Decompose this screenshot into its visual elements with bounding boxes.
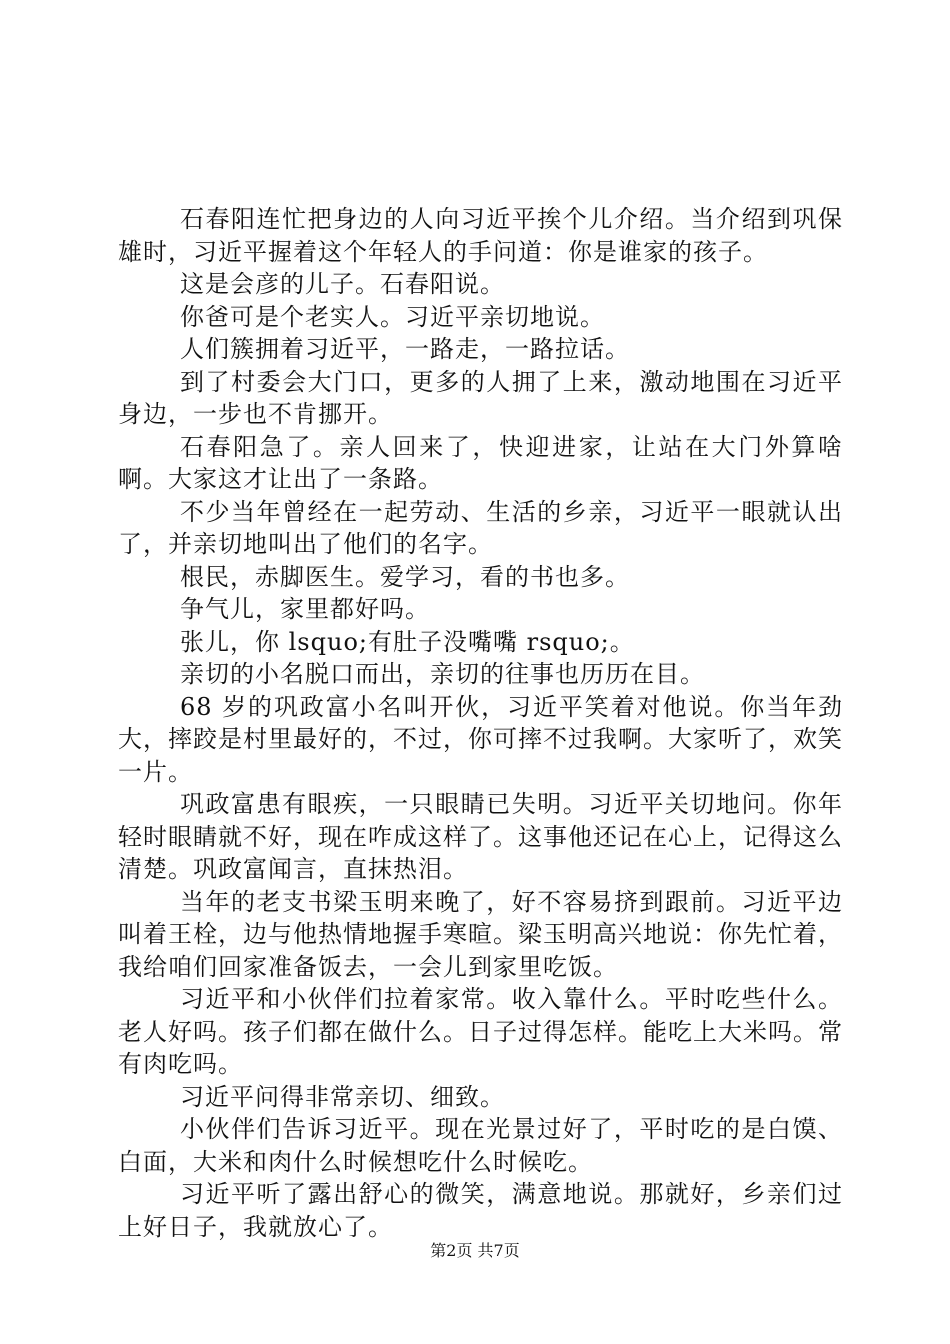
paragraph: 亲切的小名脱口而出，亲切的往事也历历在目。 <box>180 660 705 688</box>
paragraph: 张儿，你 lsquo;有肚子没嘴嘴 rsquo;。 <box>180 627 635 656</box>
page-number-footer: 第2页 共7页 <box>430 1241 520 1260</box>
paragraph: 习近平和小伙伴们拉着家常。收入靠什么。平时吃些什么。老人好吗。孩子们都在做什么。日子过得怎样。能吃上大米吗。常有肉吃吗。 <box>118 985 843 1078</box>
paragraph: 习近平听了露出舒心的微笑，满意地说。那就好，乡亲们过上好日子，我就放心了。 <box>118 1180 843 1241</box>
paragraph: 巩政富患有眼疾，一只眼睛已失明。习近平关切地问。你年轻时眼睛就不好，现在咋成这样了。这事他还记在心上，记得这么清楚。巩政富闻言，直抹热泪。 <box>118 790 843 883</box>
paragraph: 人们簇拥着习近平，一路走，一路拉话。 <box>180 335 630 363</box>
paragraph: 这是会彦的儿子。石春阳说。 <box>180 270 505 298</box>
paragraph: 争气儿，家里都好吗。 <box>180 595 430 623</box>
paragraph: 石春阳连忙把身边的人向习近平挨个儿介绍。当介绍到巩保雄时，习近平握着这个年轻人的手问道：你是谁家的孩子。 <box>118 205 843 266</box>
article-body <box>118 203 843 1243</box>
paragraph: 68 岁的巩政富小名叫开伙，习近平笑着对他说。你当年劲大，摔跤是村里最好的，不过，你可摔不过我啊。大家听了，欢笑一片。 <box>118 692 843 786</box>
paragraph: 不少当年曾经在一起劳动、生活的乡亲，习近平一眼就认出了，并亲切地叫出了他们的名字。 <box>118 497 843 558</box>
paragraph: 小伙伴们告诉习近平。现在光景过好了，平时吃的是白馍、白面，大米和肉什么时候想吃什么时候吃。 <box>118 1115 843 1176</box>
paragraph: 石春阳急了。亲人回来了，快迎进家，让站在大门外算啥啊。大家这才让出了一条路。 <box>118 432 843 493</box>
paragraph: 习近平问得非常亲切、细致。 <box>180 1082 505 1111</box>
paragraph: 当年的老支书梁玉明来晚了，好不容易挤到跟前。习近平边叫着王栓，边与他热情地握手寒暄。梁玉明高兴地说：你先忙着，我给咱们回家准备饭去，一会儿到家里吃饭。 <box>118 887 843 981</box>
paragraph: 到了村委会大门口，更多的人拥了上来，激动地围在习近平身边，一步也不肯挪开。 <box>118 367 843 428</box>
paragraph: 根民，赤脚医生。爱学习，看的书也多。 <box>180 562 630 591</box>
paragraph: 你爸可是个老实人。习近平亲切地说。 <box>180 302 605 331</box>
